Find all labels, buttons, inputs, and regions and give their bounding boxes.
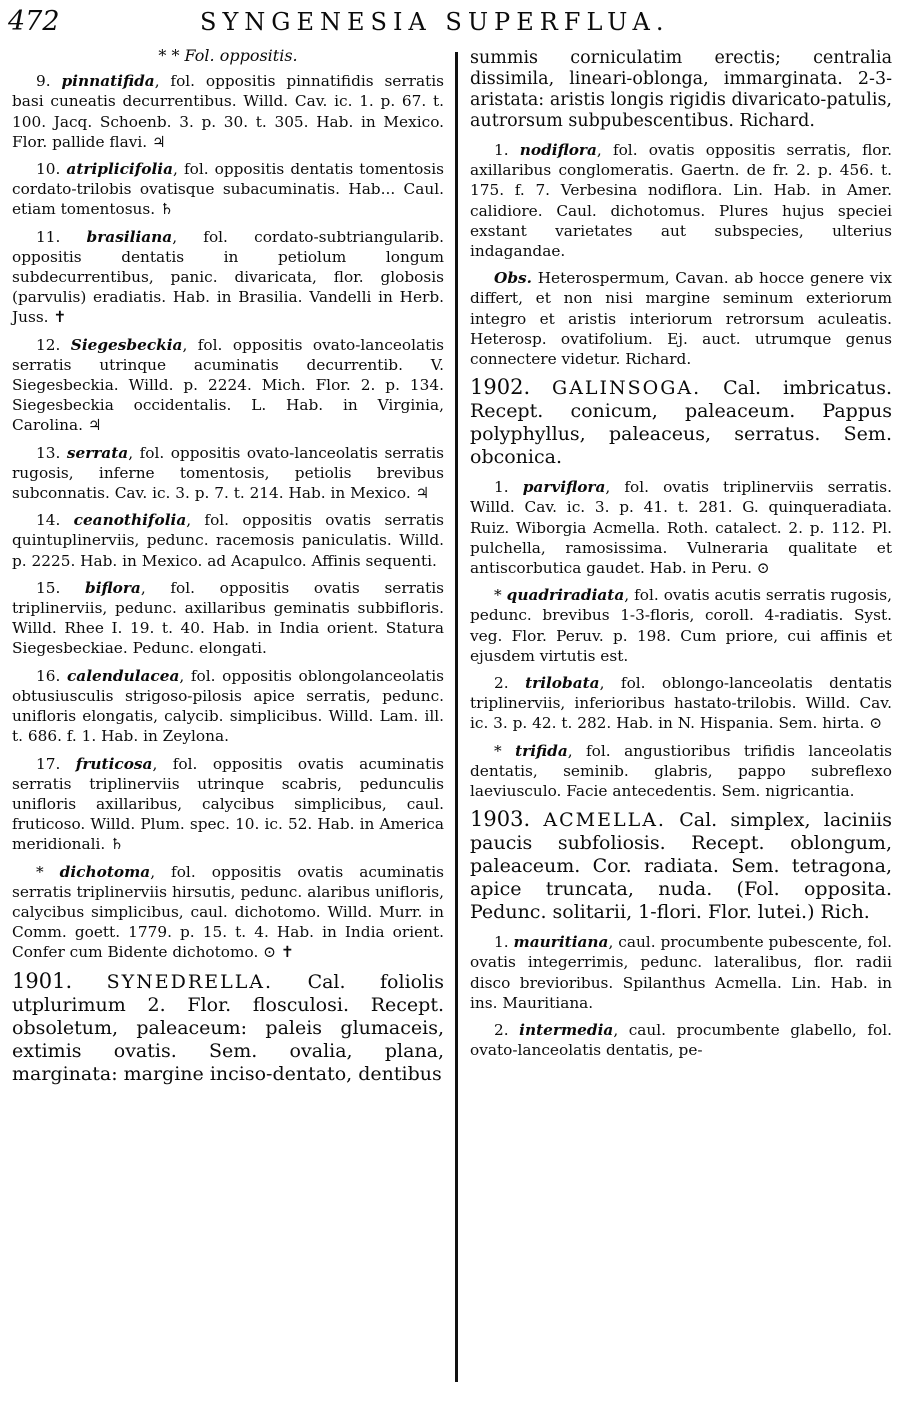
genus-heading: 1902. GALINSOGA. Cal. imbricatus. Recept. conicum, paleaceum. Pappus polyphyllus, paleaceus, serratus. Sem. obconica.	[470, 375, 892, 469]
species-name: intermedia	[519, 1021, 614, 1040]
species-name: brasiliana	[86, 227, 173, 246]
species-name: trilobata	[525, 674, 600, 693]
left-column	[12, 46, 444, 1094]
species-entry: * quadriradiata, fol. ovatis acutis serratis rugosis, pedunc. brevibus 1-3-floris, coroll. 4-radiatis. Syst. veg. Flor. Peruv. p. 198. Cum priore, cui affinis et ejusdem virtutis est.	[470, 586, 893, 665]
species-name: biflora	[85, 578, 141, 597]
species-name: atriplicifolia	[66, 160, 174, 179]
species-entry: 17. fruticosa, fol. oppositis ovatis acuminatis serratis triplinerviis utrinque scabris, pedunculis unifloris axillaribus, calycibus simplicibus, caul. fruticoso. Willd. Plum. spec. 10. ic. 52. Hab. in America meridionali. ♄	[12, 754, 444, 854]
species-name: dichotoma	[59, 862, 151, 881]
species-name: pinnatifida	[61, 72, 155, 91]
species-entry: 12. Siegesbeckia, fol. oppositis ovato-lanceolatis serratis utrinque acuminatis decurrentib. V. Siegesbeckia. Willd. p. 2224. Mich. Flor. 2. p. 134. Siegesbeckia occidentalis. L. Hab. in Virginia, Carolina. ♃	[12, 335, 444, 435]
species-entry: 2. intermedia, caul. procumbente glabello, fol. ovato-lanceolatis dentatis, pe-	[470, 1021, 892, 1060]
column-divider	[455, 52, 458, 1382]
species-name: mauritiana	[513, 933, 609, 952]
species-entry: 16. calendulacea, fol. oppositis oblongolanceolatis obtusiusculis strigoso-pilosis apice serratis, pedunc. unifloris elongatis, calycib. simplicibus. Willd. Lam. ill. t. 686. f. 1. Hab. in Zeylona.	[12, 666, 444, 746]
species-name: parviflora	[522, 478, 606, 497]
genus-name: SYNEDRELLA.	[106, 970, 274, 993]
species-entry: 11. brasiliana, fol. cordato-subtriangularib. oppositis dentatis in petiolum longum subdecurrentibus, panic. divaricata, flor. globosis (parvulis) eradiatis. Hab. in Brasilia. Vandelli in Herb. Juss. ✝	[12, 227, 444, 327]
species-entry: 1. nodiflora, fol. ovatis oppositis serratis, flor. axillaribus conglomeratis. Gaertn. de fr. 2. p. 456. t. 175. f. 7. Verbesina nodiflora. Lin. Hab. in Amer. calidiore. Caul. dichotomus. Plures hujus speciei exstant varietates aut subspecies, ulterius indagandae.	[470, 141, 892, 261]
species-name: Siegesbeckia	[70, 335, 183, 354]
page-number: 472	[8, 6, 60, 37]
species-name: trifida	[515, 741, 568, 760]
species-entry: 15. biflora, fol. oppositis ovatis serratis triplinerviis, pedunc. axillaribus geminatis subbifloris. Willd. Rhee I. 19. t. 40. Hab. in India orient. Statura Siegesbeckiae. Pedunc. elongati.	[12, 578, 444, 658]
species-entry: * dichotoma, fol. oppositis ovatis acuminatis serratis triplinerviis hirsutis, pedunc. alaribus unifloris, calycibus simplicibus, caul. dichotomo. Willd. Murr. in Comm. goett. 1779. p. 15. t. 4. Hab. in India orient. Confer cum Bidente dichotomo. ⊙ ✝	[12, 862, 444, 962]
genus-name: GALINSOGA.	[552, 377, 702, 400]
genus-continuation: summis corniculatim erectis; centralia dissimila, lineari-oblonga, immarginata. 2-3-aristata: aristis longis rigidis divaricato-patulis, autrorsum subpubescentibus. Richard.	[470, 48, 892, 131]
species-name: quadriradiata	[506, 586, 625, 605]
species-name: fruticosa	[75, 754, 153, 773]
species-entry: 10. atriplicifolia, fol. oppositis dentatis tomentosis cordato-trilobis ovatisque subacuminatis. Hab... Caul. etiam tomentosus. ♄	[12, 160, 444, 219]
species-name: ceanothifolia	[73, 511, 187, 530]
species-entry: 13. serrata, fol. oppositis ovato-lanceolatis serratis rugosis, inferne tomentosis, petiolis brevibus subconnatis. Cav. ic. 3. p. 7. t. 214. Hab. in Mexico. ♃	[12, 443, 444, 503]
page-header	[0, 4, 900, 44]
species-entry: 1. mauritiana, caul. procumbente pubescente, fol. ovatis integerrimis, pedunc. lateralibus, flor. radii disco brevioribus. Spilanthus Acmella. Lin. Hab. in ins. Mauritiana.	[470, 933, 892, 1012]
species-name: nodiflora	[519, 141, 597, 159]
species-name: serrata	[66, 443, 129, 462]
species-entry: 2. trilobata, fol. oblongo-lanceolatis dentatis triplinerviis, inferioribus hastato-trilobis. Willd. Cav. ic. 3. p. 42. t. 282. Hab. in N. Hispania. Sem. hirta. ⊙	[470, 674, 892, 733]
species-name: calendulacea	[66, 666, 180, 685]
genus-name: ACMELLA.	[543, 809, 666, 832]
genus-heading: 1901. SYNEDRELLA. Cal. foliolis utplurimum 2. Flor. flosculosi. Recept. obsoletum, paleaceum: paleis glumaceis, extimis ovatis. Sem. ovalia, plana, marginata: margine inciso-dentato, dentibus	[12, 968, 444, 1085]
species-entry: 9. pinnatifida, fol. oppositis pinnatifidis serratis basi cuneatis decurrentibus. Willd. Cav. ic. 1. p. 67. t. 100. Jacq. Schoenb. 3. p. 30. t. 305. Hab. in Mexico. Flor. pallide flavi. ♃	[12, 72, 444, 151]
observation-note: Obs. Heterospermum, Cavan. ab hocce genere vix differt, et non nisi margine seminum exteriorum integro et aristis interiorum retrorsum aculeatis. Heterosp. ovatifolium. Ej. auct. utrumque genus connectere videtur. Richard.	[470, 269, 892, 369]
section-heading: * * Fol. oppositis.	[158, 46, 298, 65]
species-entry: 1. parviflora, fol. ovatis triplinerviis serratis. Willd. Cav. ic. 3. p. 41. t. 281. G. quinqueradiata. Ruiz. Wiborgia Acmella. Roth. catalect. 2. p. 112. Pl. pulchella, ramosissima. Vulneraria qualitate et antiscorbutica gaudet. Hab. in Peru. ⊙	[470, 478, 892, 578]
species-entry: * trifida, fol. angustioribus trifidis lanceolatis dentatis, seminib. glabris, pappo subreflexo laeviusculo. Facie antecedentis. Sem. nigricantia.	[470, 741, 892, 801]
genus-heading: 1903. ACMELLA. Cal. simplex, laciniis paucis subfoliosis. Recept. oblongum, paleaceum. Cor. radiata. Sem. tetragona, apice truncata, nuda. (Fol. opposita. Pedunc. solitarii, 1-flori. Flor. lutei.) Rich.	[470, 807, 893, 924]
species-entry: 14. ceanothifolia, fol. oppositis ovatis serratis quintuplinerviis, pedunc. racemosis paniculatis. Willd. p. 2225. Hab. in Mexico. ad Acapulco. Affinis sequenti.	[12, 511, 444, 570]
right-column	[470, 48, 892, 1068]
running-title: SYNGENESIA SUPERFLUA.	[200, 8, 670, 36]
